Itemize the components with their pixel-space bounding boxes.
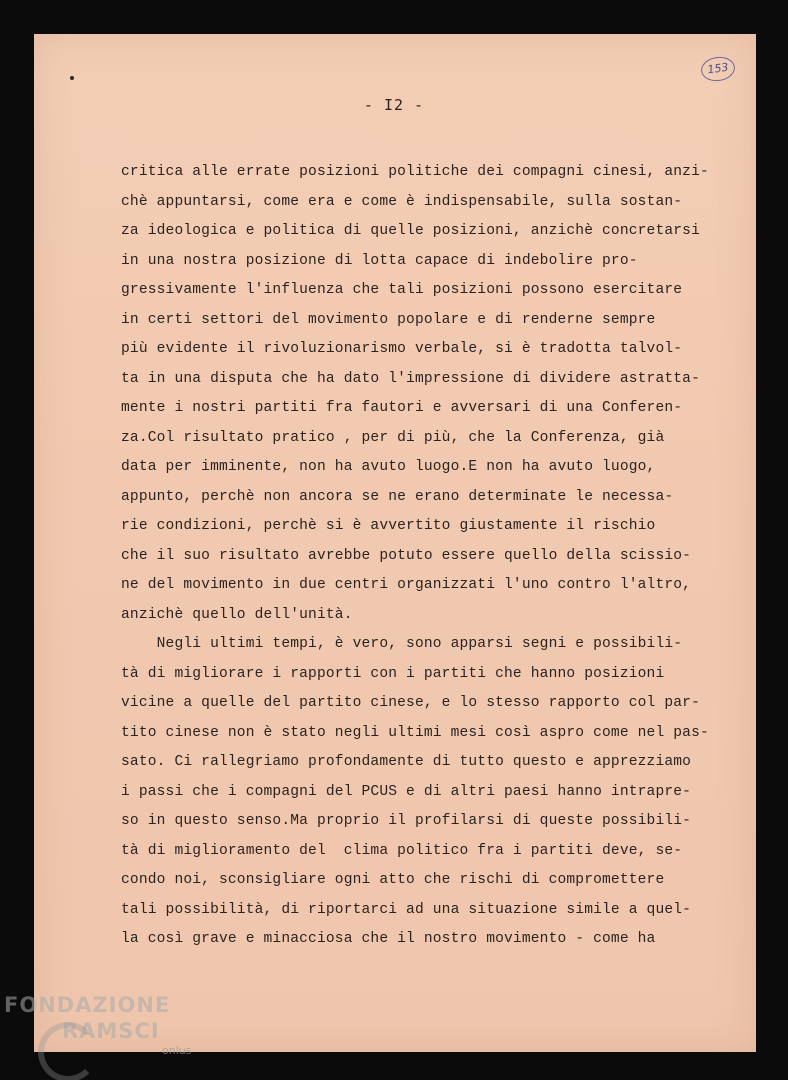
ink-speck — [70, 76, 74, 80]
text-line: anzichè quello dell'unità. — [121, 606, 353, 623]
text-line: tali possibilità, di riportarci ad una situazione simile a quel- — [121, 901, 692, 918]
text-line: critica alle errate posizioni politiche dei compagni cinesi, anzi- — [121, 164, 709, 180]
watermark-line2: RAMSCI — [62, 1019, 160, 1043]
watermark-logo-icon — [38, 1022, 98, 1080]
text-line: ta in una disputa che ha dato l'impressione di dividere astratta- — [121, 370, 700, 387]
text-line: Negli ultimi tempi, è vero, sono apparsi segni e possibili- — [121, 636, 683, 652]
watermark-line1: FONDAZIONE — [4, 993, 171, 1017]
text-line: tà di migliorare i rapporti con i partiti che hanno posizioni — [121, 665, 665, 682]
text-line: in certi settori del movimento popolare e di renderne sempre — [121, 311, 656, 328]
text-line: vicine a quelle del partito cinese, e lo stesso rapporto col par- — [121, 695, 700, 711]
archive-number: 153 — [699, 55, 736, 83]
text-line: condo noi, sconsigliare ogni atto che rischi di compromettere — [121, 872, 665, 888]
fondazione-gramsci-watermark — [4, 992, 192, 1057]
text-line: appunto, perchè non ancora se ne erano determinate le necessa- — [121, 488, 674, 505]
text-line: tà di miglioramento del clima politico fra i partiti deve, se- — [121, 842, 683, 859]
body-text — [121, 158, 741, 955]
text-line: chè appuntarsi, come era e come è indispensabile, sulla sostan- — [121, 193, 683, 210]
text-line: ne del movimento in due centri organizzati l'uno contro l'altro, — [121, 577, 692, 593]
text-line: la così grave e minacciosa che il nostro movimento - come ha — [121, 931, 656, 947]
text-line: za ideologica e politica di quelle posizioni, anzichè concretarsi — [121, 223, 700, 239]
text-line: sato. Ci rallegriamo profondamente di tutto questo e apprezziamo — [121, 754, 692, 770]
text-line: in una nostra posizione di lotta capace di indebolire pro- — [121, 252, 638, 269]
text-line: tito cinese non è stato negli ultimi mesi così aspro come nel pas- — [121, 724, 709, 741]
text-line: so in questo senso.Ma proprio il profilarsi di queste possibili- — [121, 813, 692, 829]
watermark-sub: onlus — [162, 1044, 192, 1057]
text-line: i passi che i compagni del PCUS e di altri paesi hanno intrapre- — [121, 783, 692, 800]
page-number: - I2 - — [363, 96, 425, 114]
text-line: che il suo risultato avrebbe potuto essere quello della scissio- — [121, 547, 692, 564]
text-line: gressivamente l'influenza che tali posizioni possono esercitare — [121, 282, 683, 298]
text-line: data per imminente, non ha avuto luogo.E non ha avuto luogo, — [121, 459, 656, 475]
text-line: mente i nostri partiti fra fautori e avversari di una Conferen- — [121, 400, 683, 416]
text-line: rie condizioni, perchè si è avvertito giustamente il rischio — [121, 518, 656, 534]
text-line: più evidente il rivoluzionarismo verbale, si è tradotta talvol- — [121, 341, 683, 357]
text-line: za.Col risultato pratico , per di più, che la Conferenza, già — [121, 429, 665, 446]
